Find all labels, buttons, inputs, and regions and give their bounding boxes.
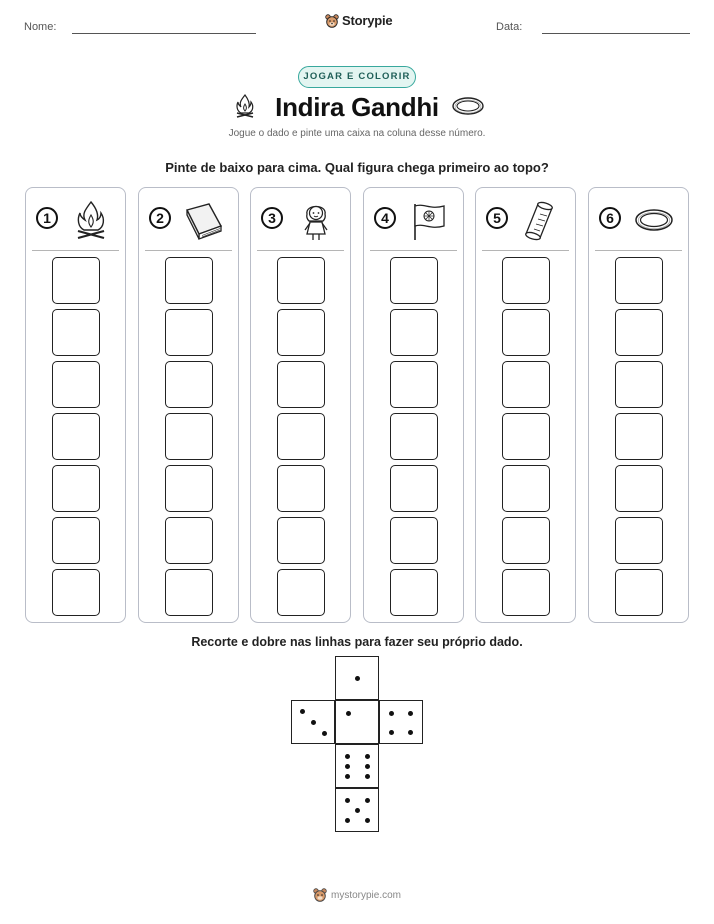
die-pip [365, 774, 370, 779]
name-label: Nome: [24, 21, 57, 33]
column-number: 2 [149, 207, 171, 229]
die-pip [345, 818, 350, 823]
subtitle: Jogue o dado e pinte uma caixa na coluna desse número. [228, 128, 486, 139]
column-number: 4 [374, 207, 396, 229]
die-pip [345, 764, 350, 769]
brand-name: Storypie [342, 13, 393, 28]
die-pip [345, 774, 350, 779]
die-face-5 [335, 788, 379, 832]
die-pip [322, 731, 327, 736]
die-face-3 [291, 700, 335, 744]
die-pip [389, 730, 394, 735]
column-number: 1 [36, 207, 58, 229]
die-face-1 [335, 700, 379, 744]
die-pip [365, 798, 370, 803]
die-pip [355, 676, 360, 681]
bear-face-icon [313, 888, 327, 902]
die-pip [365, 764, 370, 769]
die-pip [300, 709, 305, 714]
die-pip [346, 711, 351, 716]
footer [0, 888, 714, 902]
page-title: Indira Gandhi [275, 92, 439, 122]
die-pip [408, 711, 413, 716]
activity-badge: JOGAR E COLORIR [298, 66, 416, 88]
instruction: Pinte de baixo para cima. Qual figura chega primeiro ao topo? [165, 160, 549, 175]
column-number: 3 [261, 207, 283, 229]
die-face-6 [335, 744, 379, 788]
column-number: 6 [599, 207, 621, 229]
cut-instruction: Recorte e dobre nas linhas para fazer seu próprio dado. [191, 635, 523, 649]
die-pip [408, 730, 413, 735]
die-face-1 [335, 656, 379, 700]
die-pip [345, 754, 350, 759]
column-number: 5 [486, 207, 508, 229]
footer-url[interactable]: mystorypie.com [330, 889, 401, 901]
die-pip [365, 754, 370, 759]
die-pip [355, 808, 360, 813]
die-pip [345, 798, 350, 803]
die-pip [389, 711, 394, 716]
die-pip [365, 818, 370, 823]
die-pip [311, 720, 316, 725]
date-label: Data: [496, 21, 523, 33]
die-face-4 [379, 700, 423, 744]
